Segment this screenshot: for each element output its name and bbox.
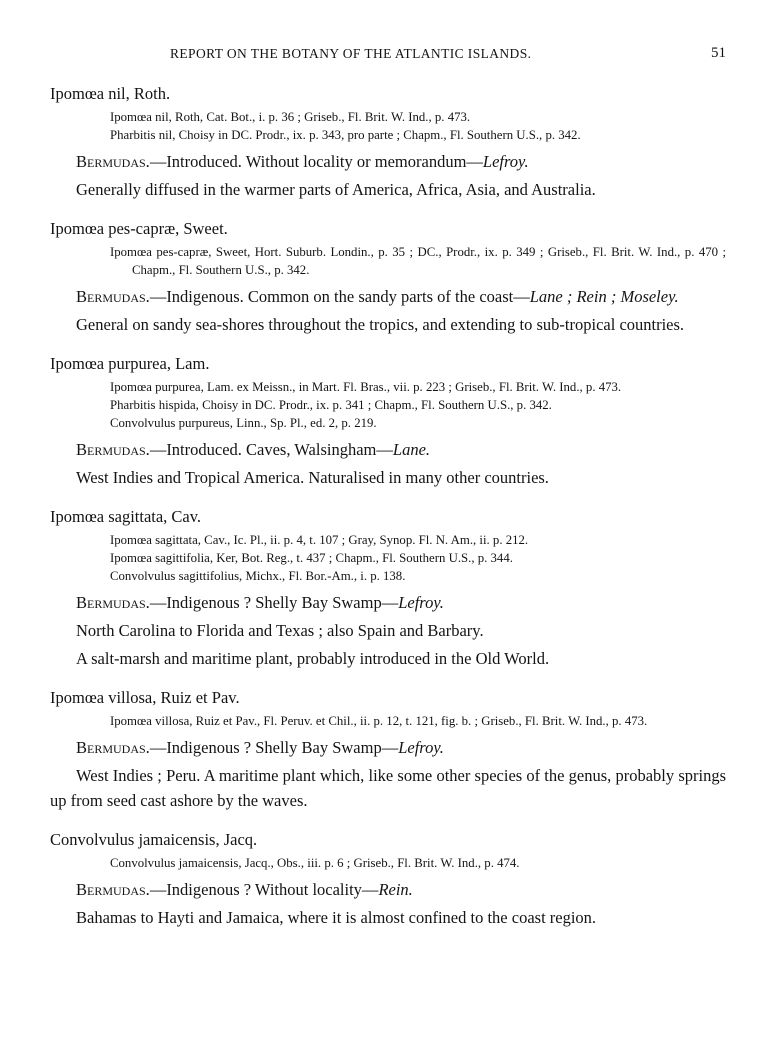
citation-block bbox=[110, 378, 726, 432]
locality-text: —Indigenous ? Shelly Bay Swamp— bbox=[149, 738, 399, 757]
species-entry bbox=[50, 218, 726, 337]
citation-block bbox=[110, 854, 726, 872]
locality-text: —Introduced. Caves, Walsingham— bbox=[149, 440, 393, 459]
locality-paragraph bbox=[50, 437, 726, 462]
collector-name: Lefroy. bbox=[398, 738, 444, 757]
page-number: 51 bbox=[711, 45, 726, 61]
citation: Ipomœa purpurea, Lam. ex Meissn., in Mart. Fl. Bras., vii. p. 223 ; Griseb., Fl. Brit. W. Ind., p. 473. bbox=[110, 380, 622, 394]
locality-region: Bermudas. bbox=[76, 152, 150, 171]
collector-name: Lane. bbox=[392, 440, 431, 459]
citation: Pharbitis hispida, Choisy in DC. Prodr., ix. p. 341 ; Chapm., Fl. Southern U.S., p. 342. bbox=[110, 398, 552, 412]
locality-paragraph bbox=[50, 284, 726, 309]
distribution-note: A salt-marsh and maritime plant, probably introduced in the Old World. bbox=[76, 649, 550, 668]
citation: Convolvulus sagittifolius, Michx., Fl. Bor.-Am., i. p. 138. bbox=[110, 569, 406, 583]
locality-region: Bermudas. bbox=[76, 440, 150, 459]
citation: Ipomœa nil, Roth, Cat. Bot., i. p. 36 ; Griseb., Fl. Brit. W. Ind., p. 473. bbox=[110, 110, 471, 124]
distribution-note: General on sandy sea-shores throughout the tropics, and extending to sub-tropical countries. bbox=[76, 315, 685, 334]
species-name: Ipomœa pes-capræ, Sweet. bbox=[50, 219, 228, 238]
species-name: Ipomœa villosa, Ruiz et Pav. bbox=[50, 688, 240, 707]
citation-block bbox=[110, 531, 726, 585]
locality-text: —Indigenous ? Shelly Bay Swamp— bbox=[149, 593, 399, 612]
species-entry bbox=[50, 829, 726, 930]
species-name: Ipomœa nil, Roth. bbox=[50, 84, 171, 103]
collector-name: Lefroy. bbox=[398, 593, 444, 612]
locality-paragraph bbox=[50, 877, 726, 902]
species-name: Ipomœa sagittata, Cav. bbox=[50, 507, 202, 526]
citation: Ipomœa sagittata, Cav., Ic. Pl., ii. p. 4, t. 107 ; Gray, Synop. Fl. N. Am., ii. p. 212. bbox=[110, 533, 529, 547]
distribution-note: North Carolina to Florida and Texas ; also Spain and Barbary. bbox=[76, 621, 484, 640]
distribution-note: West Indies and Tropical America. Naturalised in many other countries. bbox=[76, 468, 549, 487]
distribution-note: Generally diffused in the warmer parts of America, Africa, Asia, and Australia. bbox=[76, 180, 596, 199]
locality-region: Bermudas. bbox=[76, 287, 150, 306]
species-entry bbox=[50, 687, 726, 813]
locality-paragraph bbox=[50, 735, 726, 760]
citation-block bbox=[110, 712, 726, 730]
locality-paragraph bbox=[50, 590, 726, 615]
running-head bbox=[0, 46, 776, 68]
species-entry bbox=[50, 83, 726, 202]
locality-paragraph bbox=[50, 149, 726, 174]
citation-block bbox=[110, 108, 726, 144]
citation: Ipomœa sagittifolia, Ker, Bot. Reg., t. 437 ; Chapm., Fl. Southern U.S., p. 344. bbox=[110, 551, 513, 565]
citation: Convolvulus purpureus, Linn., Sp. Pl., ed. 2, p. 219. bbox=[110, 416, 377, 430]
collector-name: Lane ; Rein ; Moseley. bbox=[529, 287, 679, 306]
species-entry bbox=[50, 506, 726, 671]
locality-text: —Introduced. Without locality or memorandum— bbox=[149, 152, 483, 171]
distribution-note: West Indies ; Peru. A maritime plant which, like some other species of the genus, probably springs up from seed cast ashore by the waves. bbox=[50, 766, 726, 810]
citation: Ipomœa pes-capræ, Sweet, Hort. Suburb. Londin., p. 35 ; DC., Prodr., ix. p. 349 ; Griseb., Fl. Brit. W. Ind., p. 470 ; Chapm., Fl. Southern U.S., p. 342. bbox=[110, 245, 726, 277]
locality-text: —Indigenous. Common on the sandy parts of the coast— bbox=[149, 287, 530, 306]
collector-name: Lefroy. bbox=[482, 152, 529, 171]
species-name: Ipomœa purpurea, Lam. bbox=[50, 354, 210, 373]
collector-name: Rein. bbox=[378, 880, 413, 899]
species-name: Convolvulus jamaicensis, Jacq. bbox=[50, 830, 258, 849]
citation: Convolvulus jamaicensis, Jacq., Obs., iii. p. 6 ; Griseb., Fl. Brit. W. Ind., p. 474. bbox=[110, 856, 520, 870]
citation: Pharbitis nil, Choisy in DC. Prodr., ix. p. 343, pro parte ; Chapm., Fl. Southern U.S., p. 342. bbox=[110, 128, 581, 142]
running-title: REPORT ON THE BOTANY OF THE ATLANTIC ISLANDS. bbox=[170, 46, 532, 61]
locality-text: —Indigenous ? Without locality— bbox=[149, 880, 379, 899]
species-list bbox=[50, 83, 726, 933]
distribution-note: Bahamas to Hayti and Jamaica, where it is almost confined to the coast region. bbox=[76, 908, 597, 927]
species-entry bbox=[50, 353, 726, 490]
locality-region: Bermudas. bbox=[76, 738, 150, 757]
locality-region: Bermudas. bbox=[76, 593, 150, 612]
locality-region: Bermudas. bbox=[76, 880, 150, 899]
citation: Ipomœa villosa, Ruiz et Pav., Fl. Peruv. et Chil., ii. p. 12, t. 121, fig. b. ; Griseb., Fl. Brit. W. Ind., p. 473. bbox=[110, 714, 648, 728]
citation-block bbox=[110, 243, 726, 279]
